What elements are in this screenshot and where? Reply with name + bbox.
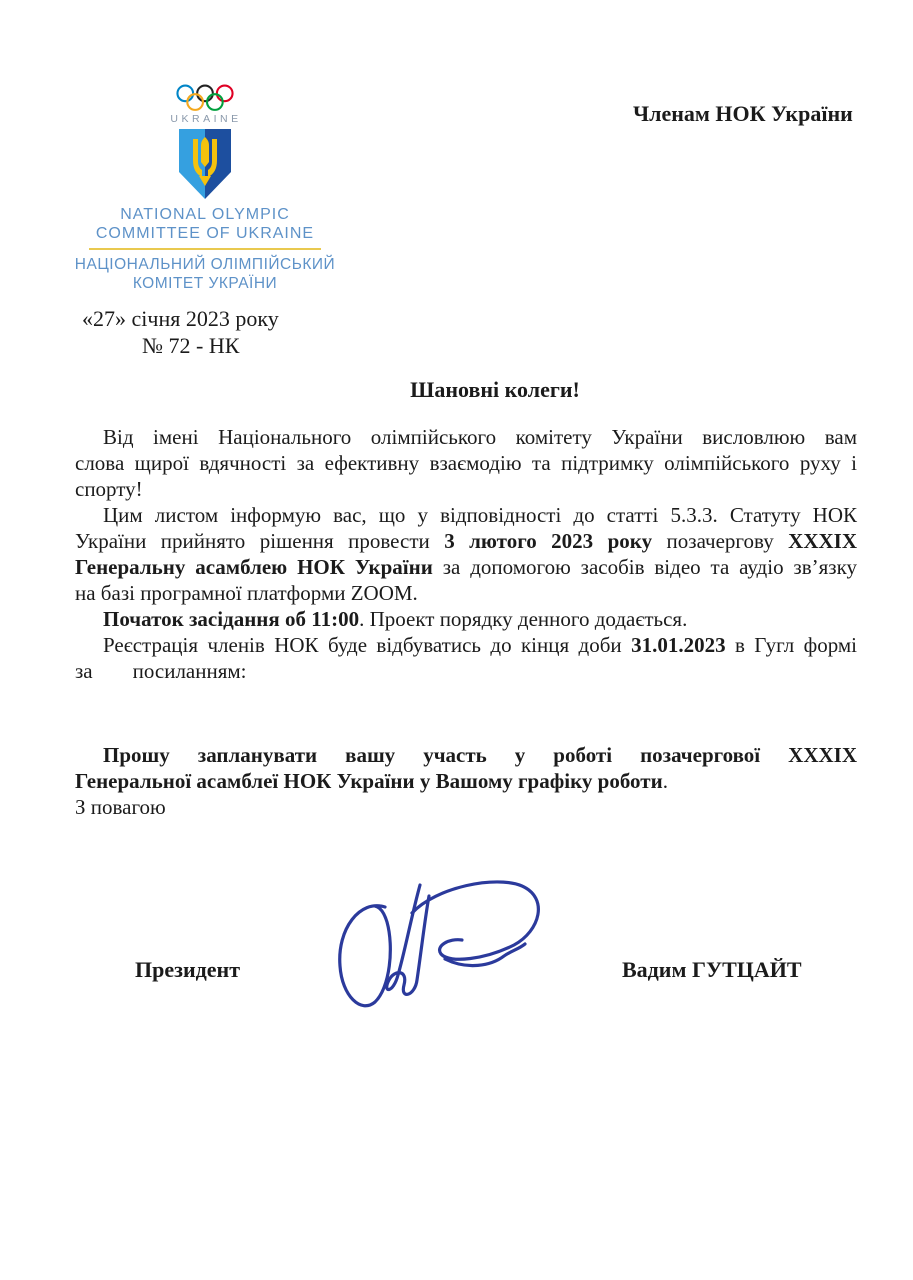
letter-body [75, 424, 857, 820]
text-line [75, 632, 857, 658]
paragraph-gratitude [75, 424, 857, 502]
recipient-line: Членам НОК України [633, 101, 853, 126]
text-line: Цим листом інформую вас, що у відповідності до статті 5.3.3. Статуту НОК [103, 503, 857, 527]
text-run-bold: Генеральну асамблею НОК України [75, 555, 433, 579]
text-run-bold: Прошу запланувати вашу участь у роботі позачергової XXXIX [103, 743, 857, 767]
paragraph-registration [75, 632, 857, 684]
ukraine-trident-shield-icon [178, 128, 232, 200]
reference-number: № 72 - НК [142, 333, 240, 358]
noc-ukraine-logo [65, 84, 345, 293]
signer-title: Президент [135, 957, 241, 982]
logo-name-en [65, 205, 345, 243]
salutation: Шановні колеги! [410, 377, 580, 402]
date-ref-block [82, 305, 279, 359]
logo-divider [89, 248, 321, 250]
text-line: слова щирої вдячності за ефективну взаємодію та підтримку олімпійського руху і [75, 451, 857, 475]
logo-country-label: UKRAINE [170, 113, 242, 125]
closing-line: З повагою [75, 795, 166, 819]
signer-name: Вадим ГУТЦАЙТ [622, 957, 802, 982]
text-run: посиланням: [132, 659, 247, 683]
text-line: Від імені Національного олімпійського комітету України висловлюю вам [103, 425, 857, 449]
text-run-bold: Генеральної асамблеї НОК України у Вашому графіку роботи [75, 769, 663, 793]
text-line [75, 742, 857, 768]
paragraph-start-time [75, 606, 857, 632]
text-run: . [662, 769, 668, 793]
text-run: за [75, 659, 93, 683]
logo-name-uk-line2: КОМІТЕТ УКРАЇНИ [132, 275, 278, 292]
logo-name-uk [65, 255, 345, 293]
logo-name-en-line1: NATIONAL OLYMPIC [120, 206, 290, 223]
text-line [75, 554, 857, 580]
text-line [75, 606, 857, 632]
text-line: спорту! [75, 477, 143, 501]
removed-link-area [75, 684, 857, 742]
text-line: на базі програмної платформи ZOOM. [75, 581, 418, 605]
olympic-rings-icon [176, 84, 234, 112]
text-line [75, 528, 857, 554]
text-run-bold: 31.01.2023 [631, 633, 726, 657]
text-run: Реєстрація членів НОК буде відбуватись до кінця доби [103, 633, 632, 657]
text-run: України прийнято рішення провести [75, 529, 445, 553]
paragraph-assembly-decision [75, 502, 857, 606]
text-run-bold: Початок засідання об 11:00 [103, 607, 360, 631]
text-run: за допомогою засобів відео та аудіо зв’язку [432, 555, 857, 579]
text-run-bold: XXXIX [788, 529, 857, 553]
paragraph-request [75, 742, 857, 794]
text-run: позачергову [652, 529, 789, 553]
text-run: . Проект порядку денного додається. [359, 607, 688, 631]
logo-name-uk-line1: НАЦІОНАЛЬНИЙ ОЛІМПІЙСЬКИЙ [74, 256, 336, 273]
text-run-bold: 3 лютого 2023 року [444, 529, 653, 553]
text-line [75, 658, 857, 684]
logo-name-en-line2: COMMITTEE OF UKRAINE [95, 225, 315, 242]
handwritten-signature [328, 863, 546, 1018]
date-line: «27» січня 2023 року [82, 306, 279, 331]
text-run: в Гугл формі [725, 633, 857, 657]
text-line [75, 768, 857, 794]
